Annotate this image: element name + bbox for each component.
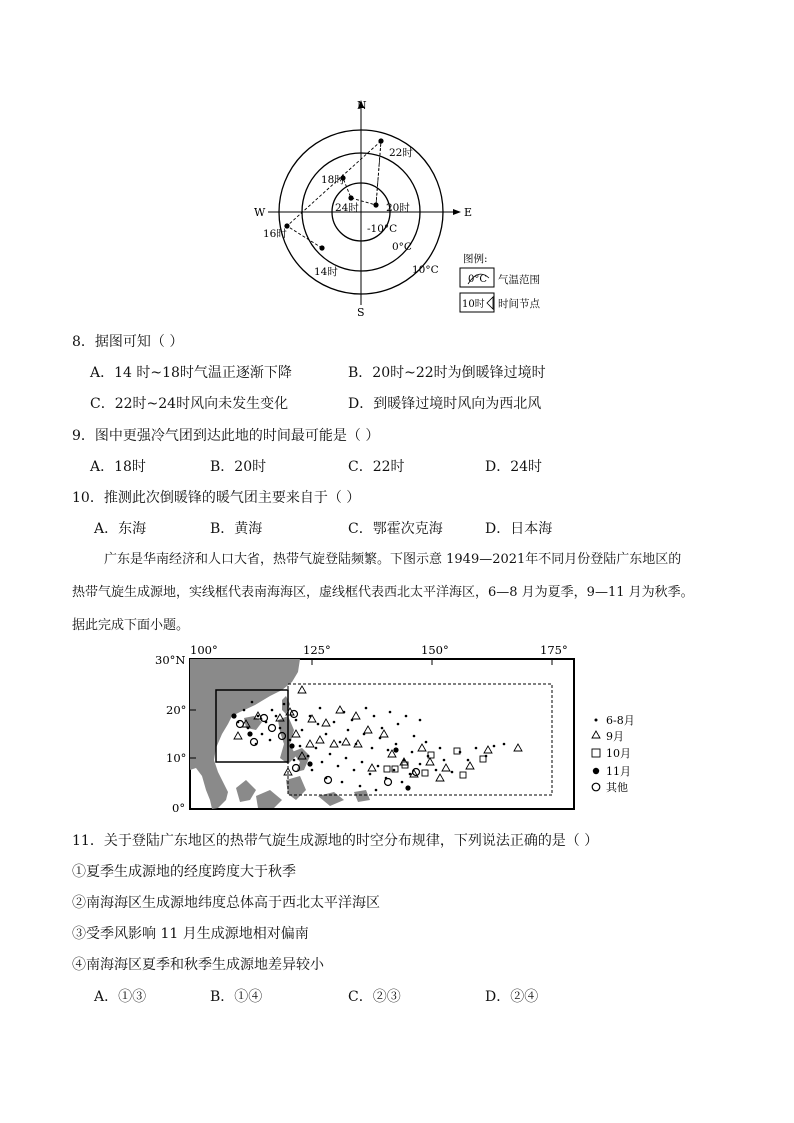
legend-november: 11月 [606,765,631,778]
legend-time-box: 10时 [462,299,485,310]
legend-october: 10月 [606,747,631,760]
lat-label-0: 0° [172,801,186,815]
q8-option-c[interactable]: C．22时~24时风向未发生变化 [90,396,289,412]
q10-option-a[interactable]: A．东海 [94,521,147,537]
legend-september: 9月 [606,730,624,743]
passage-line-1: 广东是华南经济和人口大省，热带气旋登陆频繁。下图示意 1949—2021年不同月份登陆广东地区的 [104,552,682,567]
front-diagram [240,95,560,320]
time-22: 22时 [389,147,413,159]
legend-other: 其他 [606,781,628,794]
legend-title: 图例: [463,253,488,265]
q8-option-a[interactable]: A．14 时~18时气温正逐渐下降 [90,365,292,381]
q11-option-c[interactable]: C．②③ [348,989,401,1005]
q11-statement-4: ④南海海区夏季和秋季生成源地差异较小 [72,957,324,973]
south-label: S [357,306,365,319]
q9-option-a[interactable]: A．18时 [90,459,146,475]
q11-option-b[interactable]: B．①④ [210,989,263,1005]
q10-option-b[interactable]: B．黄海 [210,521,263,537]
q9-option-b[interactable]: B．20时 [210,459,267,475]
legend-summer: 6-8月 [606,714,635,727]
legend-time-label: 时间节点 [498,298,540,310]
isotherm-inner-label: -10°C [367,223,398,235]
time-18: 18时 [321,174,345,186]
lon-label-100: 100° [190,643,218,657]
q9-option-c[interactable]: C．22时 [348,459,405,475]
passage-line-3: 据此完成下面小题。 [72,618,190,633]
legend-temp-box: 0°C [468,274,488,285]
lat-label-10: 10° [166,751,187,765]
q11-statement-2: ②南海海区生成源地纬度总体高于西北太平洋海区 [72,895,380,911]
lon-label-125: 125° [303,643,331,657]
q9-option-d[interactable]: D．24时 [485,459,543,475]
passage-line-2: 热带气旋生成源地，实线框代表南海海区，虚线框代表西北太平洋海区，6—8 月为夏季，9—11 月为秋季。 [72,585,694,600]
q11-option-a[interactable]: A．①③ [94,989,147,1005]
q11-statement-1: ①夏季生成源地的经度跨度大于秋季 [72,864,296,880]
passage [72,543,762,642]
q10-option-c[interactable]: C．鄂霍次克海 [348,521,443,537]
q8-stem: 8．据图可知（ ） [72,334,184,350]
q10-option-d[interactable]: D．日本海 [485,521,553,537]
q10-stem: 10．推测此次倒暖锋的暖气团主要来自于（ ） [72,490,361,506]
lat-label-30: 30°N [155,653,186,667]
time-20: 20时 [386,202,410,214]
q11-statement-3: ③受季风影响 11 月生成源地相对偏南 [72,926,309,942]
west-label: W [254,206,266,219]
q11-option-d[interactable]: D．②④ [485,989,539,1005]
q9-stem: 9．图中更强冷气团到达此地的时间最可能是（ ） [72,428,380,444]
time-16: 16时 [263,228,287,240]
time-14: 14时 [314,266,338,278]
lon-label-150: 150° [421,643,449,657]
isotherm-middle-label: 0°C [392,241,412,253]
lon-label-175: 175° [540,643,568,657]
time-24: 24时 [335,202,359,214]
q11-stem: 11．关于登陆广东地区的热带气旋生成源地的时空分布规律，下列说法正确的是（ ） [72,833,599,849]
lat-label-20: 20° [166,703,187,717]
isotherm-outer-label: 10°C [412,264,439,276]
q8-option-b[interactable]: B．20时~22时为倒暖锋过境时 [348,365,546,381]
north-label: N [357,99,367,112]
east-label: E [464,206,473,219]
legend-temp-label: 气温范围 [498,274,540,286]
cyclone-source-map [155,640,650,822]
q8-option-d[interactable]: D．到暖锋过境时风向为西北风 [348,396,542,412]
